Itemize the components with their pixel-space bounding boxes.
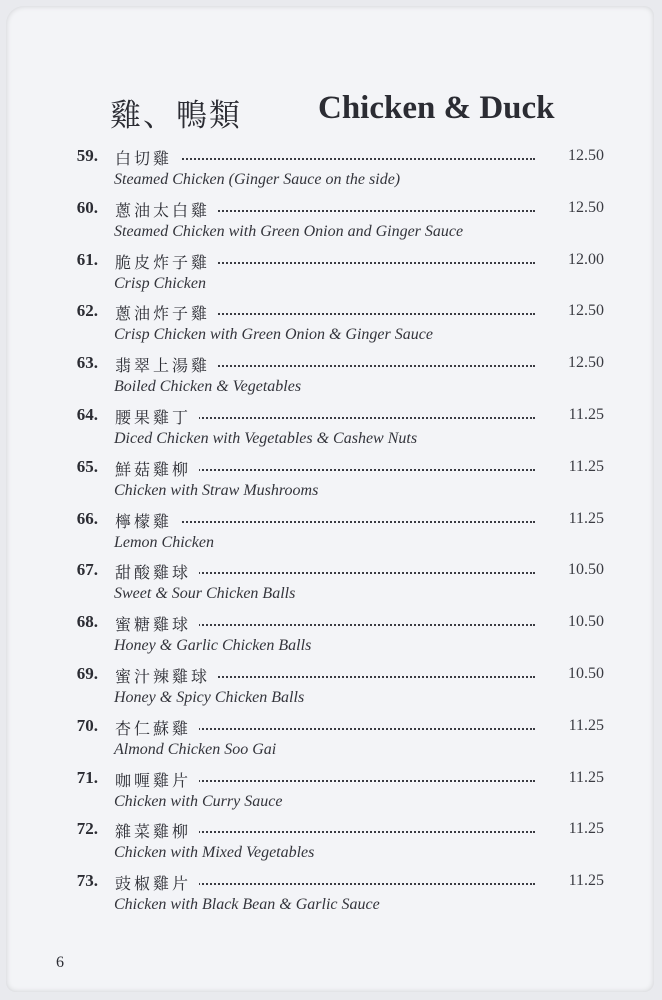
item-number: 62.	[76, 301, 98, 321]
item-price: 12.50	[568, 198, 604, 216]
item-name-english: Crisp Chicken	[114, 274, 206, 292]
menu-item	[0, 768, 662, 820]
item-name-chinese: 白切雞	[115, 146, 180, 169]
item-price: 11.25	[568, 820, 604, 838]
item-price: 10.50	[568, 613, 604, 631]
item-number: 70.	[76, 715, 98, 735]
item-name-english: Chicken with Black Bean & Garlic Sauce	[114, 896, 380, 914]
menu-item	[0, 871, 662, 923]
item-name-english: Steamed Chicken (Ginger Sauce on the side)	[114, 171, 401, 188]
item-price: 11.25	[568, 716, 604, 734]
item-price: 12.50	[568, 354, 604, 372]
menu-item	[0, 198, 662, 250]
item-price: 11.25	[568, 457, 604, 475]
item-name-chinese: 蔥油炸子雞	[115, 301, 218, 324]
item-name-english: Crisp Chicken with Green Onion & Ginger Sauce	[114, 326, 433, 344]
menu-item	[0, 146, 662, 198]
item-name-english: Chicken with Mixed Vegetables	[114, 844, 315, 862]
item-name-chinese: 鮮菇雞柳	[115, 457, 199, 480]
item-price: 12.00	[568, 250, 604, 268]
menu-item	[0, 250, 662, 302]
menu-item	[0, 819, 662, 871]
menu-item	[0, 560, 662, 612]
item-number: 68.	[76, 612, 98, 632]
item-number: 66.	[76, 508, 98, 528]
item-number: 67.	[76, 560, 98, 580]
item-number: 59.	[76, 146, 98, 165]
item-name-english: Boiled Chicken & Vegetables	[114, 378, 302, 396]
item-price: 11.25	[568, 405, 604, 423]
item-name-chinese: 蜜糖雞球	[115, 612, 199, 635]
item-name-chinese: 翡翠上湯雞	[115, 353, 218, 376]
menu-item	[0, 457, 662, 509]
item-name-chinese: 檸檬雞	[115, 509, 180, 532]
page-number: 6	[56, 954, 64, 971]
item-number: 65.	[76, 456, 98, 476]
item-name-english: Honey & Garlic Chicken Balls	[114, 637, 312, 655]
menu-item	[0, 612, 662, 664]
item-number: 63.	[76, 353, 98, 373]
item-name-english: Steamed Chicken with Green Onion and Ginger Sauce	[114, 222, 464, 240]
item-number: 73.	[76, 871, 98, 891]
menu-item	[0, 716, 662, 768]
section-header	[110, 86, 590, 134]
item-price: 10.50	[568, 664, 604, 682]
item-number: 69.	[76, 663, 98, 683]
menu-item	[0, 353, 662, 405]
item-name-chinese: 杏仁蘇雞	[115, 716, 199, 739]
item-name-chinese: 甜酸雞球	[115, 560, 199, 583]
item-number: 61.	[76, 249, 98, 269]
item-name-english: Almond Chicken Soo Gai	[114, 740, 277, 758]
item-number: 64.	[76, 404, 98, 424]
item-name-chinese: 腰果雞丁	[115, 405, 199, 428]
menu-item	[0, 405, 662, 457]
item-name-chinese: 蜜汁辣雞球	[115, 664, 218, 687]
menu-item-list	[0, 146, 662, 923]
item-price: 12.50	[568, 302, 604, 320]
item-number: 71.	[76, 767, 98, 787]
item-name-chinese: 雜菜雞柳	[115, 819, 199, 842]
item-number: 72.	[76, 819, 98, 839]
item-name-chinese: 脆皮炸子雞	[115, 250, 218, 273]
item-name-chinese: 豉椒雞片	[115, 871, 199, 894]
menu-item	[0, 509, 662, 561]
item-name-english: Diced Chicken with Vegetables & Cashew Nuts	[114, 429, 418, 447]
item-name-english: Chicken with Straw Mushrooms	[114, 481, 319, 499]
item-name-english: Lemon Chicken	[114, 533, 214, 551]
item-number: 60.	[76, 197, 98, 217]
section-title-chinese: 雞、鴨類	[110, 98, 242, 134]
menu-item	[0, 301, 662, 353]
item-price: 12.50	[568, 147, 604, 164]
item-name-english: Chicken with Curry Sauce	[114, 792, 283, 810]
item-price: 11.25	[568, 509, 604, 527]
item-price: 11.25	[568, 768, 604, 786]
item-price: 11.25	[568, 872, 604, 890]
item-name-chinese: 咖喱雞片	[115, 768, 199, 791]
item-price: 10.50	[568, 561, 604, 579]
section-title-english: Chicken & Duck	[318, 90, 555, 126]
menu-item	[0, 664, 662, 716]
item-name-english: Honey & Spicy Chicken Balls	[114, 688, 305, 706]
item-name-english: Sweet & Sour Chicken Balls	[114, 585, 296, 603]
item-name-chinese: 蔥油太白雞	[115, 198, 218, 221]
